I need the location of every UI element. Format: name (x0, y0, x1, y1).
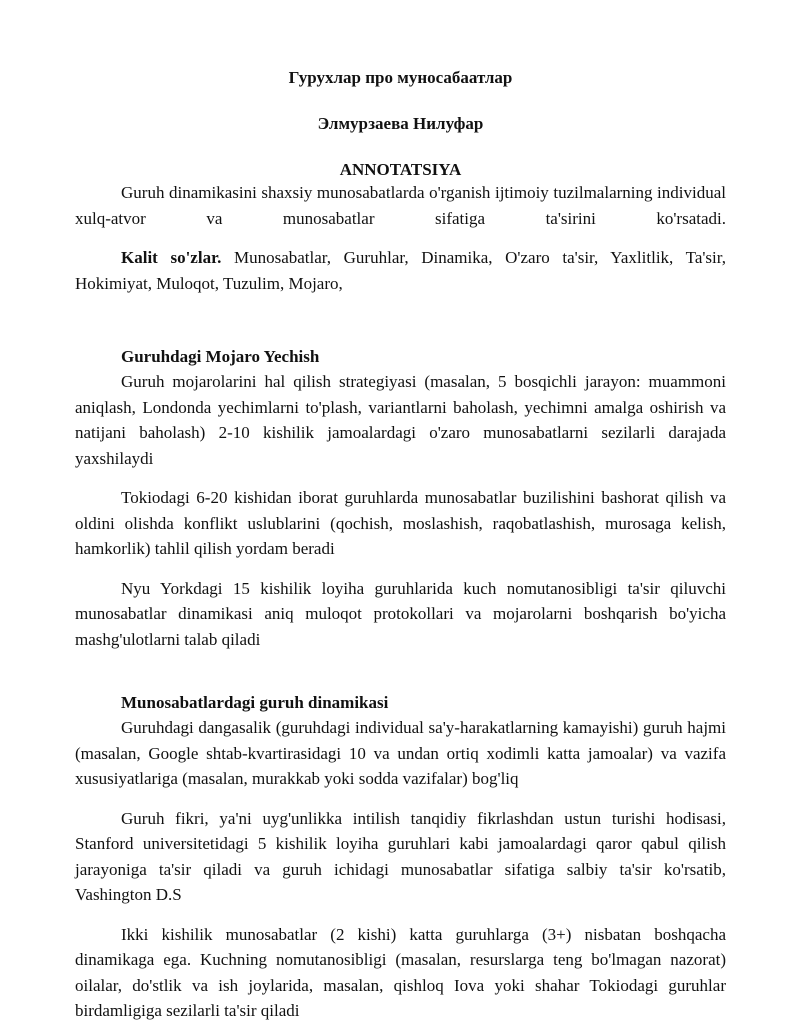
annotation-text: Guruh dinamikasini shaxsiy munosabatlarda o'rganish ijtimoiy tuzilmalarning individual xulq-atvor va munosabatlar sifatiga ta'sirini ko'rsatadi. (75, 183, 726, 228)
annotation-heading: ANNOTATSIYA (339, 160, 462, 179)
section2-paragraph: Guruh fikri, ya'ni uyg'unlikka intilish tanqidiy fikrlashdan ustun turishi hodisasi, Stanford universitetidagi 5 kishilik loyiha guruhlari kabi jamoalardagi qaror qabul qilish jarayoniga ta'sir qiladi va guruh ichidagi munosabatlar sifatiga salbiy ta'sir ko'rsatib, Vashington D.S (75, 808, 726, 904)
section2-paragraph: Guruhdagi dangasalik (guruhdagi individual sa'y-harakatlarning kamayishi) guruh hajmi (masalan, Google shtab-kvartirasidagi 10 va undan ortiq xodimli katta jamoalar) va vazifa xususiyatlariga (masalan, murakkab yoki sodda vazifalar) bog'liq (75, 718, 726, 788)
section-heading-conflict: Guruhdagi Mojaro Yechish (121, 347, 320, 366)
section-heading-dynamics: Munosabatlardagi guruh dinamikasi (121, 693, 389, 712)
document-title: Гурухлар про муносабаатлар (288, 68, 513, 87)
section1-paragraph: Nyu Yorkdagi 15 kishilik loyiha guruhlarida kuch nomutanosibligi ta'sir qiluvchi munosabatlar dinamikasi aniq muloqot protokollari va mojarolarni boshqarish bo'yicha mashg'ulotlarni talab qiladi (75, 578, 726, 649)
section1-paragraph: Guruh mojarolarini hal qilish strategiyasi (masalan, 5 bosqichli jarayon: muammoni aniqlash, Londonda yechimlarni to'plash, variantlarni baholash, yechimni amalga oshirish va natijani baholash) 2-10 kishilik jamoalardagi o'zaro munosabatlarni sezilarli darajada yaxshilaydi (75, 372, 726, 468)
keywords-paragraph (75, 245, 726, 296)
section1-paragraph: Tokiodagi 6-20 kishidan iborat guruhlarda munosabatlar buzilishini bashorat qilish va oldini olishda konflikt uslublarini (qochish, moslashish, raqobatlashish, murosaga kelish, hamkorlik) tahlil qilish yordam beradi (75, 488, 726, 558)
keywords-text: Munosabatlar, Guruhlar, Dinamika, O'zaro ta'sir, Yaxlitlik, Ta'sir, Hokimiyat, Muloqot, Tuzulim, Mojaro, (75, 248, 726, 293)
keywords-label: Kalit so'zlar. (121, 248, 222, 267)
author-name: Элмурзаева Нилуфар (317, 114, 484, 133)
section2-paragraph: Ikki kishilik munosabatlar (2 kishi) katta guruhlarga (3+) nisbatan boshqacha dinamikaga ega. Kuchning nomutanosibligi (masalan, resurslarga teng bo'lmagan nazorat) oilalar, do'stlik va ish joylarida, masalan, qishloq Iova yoki shahar Tokiodagi guruhlar birdamligiga sezilarli ta'sir qiladi (75, 924, 726, 1020)
